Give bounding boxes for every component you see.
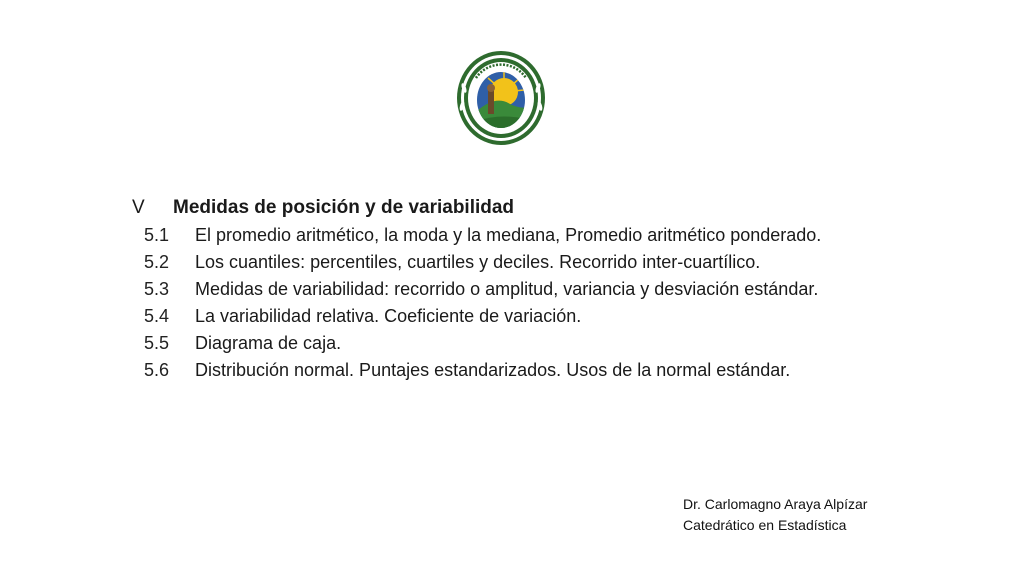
topic-item [132, 276, 952, 303]
topic-item [132, 357, 952, 384]
author-name: Dr. Carlomagno Araya Alpízar [683, 496, 868, 512]
topic-text: Diagrama de caja. [195, 333, 342, 353]
topic-text: Los cuantiles: percentiles, cuartiles y deciles. Recorrido inter-cuartílico. [195, 252, 761, 272]
topic-text: El promedio aritmético, la moda y la mediana, Promedio aritmético ponderado. [195, 225, 822, 245]
topic-number: 5.3 [144, 279, 170, 299]
topic-item [132, 303, 952, 330]
section-number: V [132, 197, 145, 218]
topic-number: 5.2 [144, 252, 170, 272]
topic-number: 5.4 [144, 306, 170, 326]
section-title: Medidas de posición y de variabilidad [173, 197, 515, 218]
topic-number: 5.1 [144, 225, 170, 245]
topic-item [132, 249, 952, 276]
topic-item [132, 330, 952, 357]
author-signature [683, 494, 867, 536]
seal-emblem-icon [454, 48, 548, 148]
university-seal-logo [454, 48, 548, 148]
topic-text: Medidas de variabilidad: recorrido o amplitud, variancia y desviación estándar. [195, 279, 819, 299]
topic-text: Distribución normal. Puntajes estandarizados. Usos de la normal estándar. [195, 360, 791, 380]
topic-number: 5.6 [144, 360, 170, 380]
section-heading [132, 194, 952, 222]
author-role: Catedrático en Estadística [683, 517, 847, 533]
topic-number: 5.5 [144, 333, 170, 353]
topic-list [132, 222, 952, 384]
topic-item [132, 222, 952, 249]
syllabus-section [132, 194, 952, 384]
topic-text: La variabilidad relativa. Coeficiente de variación. [195, 306, 582, 326]
